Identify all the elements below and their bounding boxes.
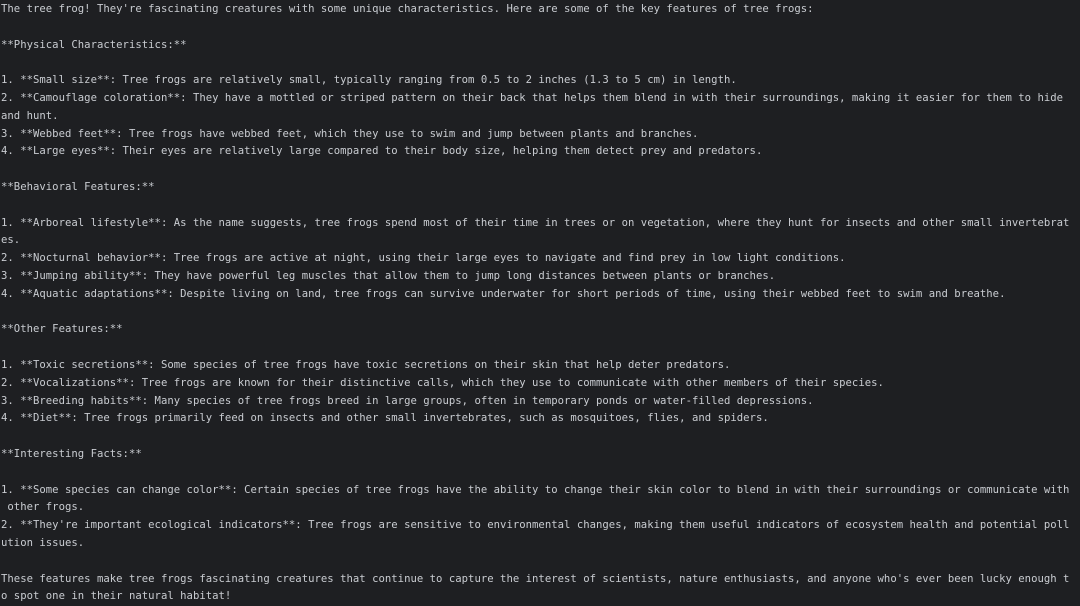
list-item: 2. **Vocalizations**: Tree frogs are known for their distinctive calls, which they use to communicate with other members of their species. [1,376,884,389]
blank-line [1,197,1080,215]
conclusion-line: These features make tree frogs fascinating creatures that continue to capture the interest of scientists, nature enthusiasts, and anyone who's ever been lucky enough t [1,572,1070,585]
list-item-wrap: es. [1,234,21,247]
list-item: 1. **Toxic secretions**: Some species of tree frogs have toxic secretions on their skin that help deter predators. [1,358,731,371]
list-item: 1. **Arboreal lifestyle**: As the name suggests, tree frogs spend most of their time in trees or on vegetation, where they hunt for insects and other small invertebrat [1,216,1070,229]
list-item: 3. **Jumping ability**: They have powerful leg muscles that allow them to jump long distances between plants or branches. [1,269,776,282]
list-item: 3. **Webbed feet**: Tree frogs have webbed feet, which they use to swim and jump between plants and branches. [1,127,699,140]
blank-line [1,304,1080,322]
list-item-wrap: other frogs. [1,501,85,514]
blank-line [1,553,1080,571]
list-item: 4. **Large eyes**: Their eyes are relatively large compared to their body size, helping them detect prey and predators. [1,145,763,158]
blank-line [1,339,1080,357]
physical-heading: **Physical Characteristics:** [1,38,187,51]
blank-line [1,464,1080,482]
blank-line [1,428,1080,446]
list-item: 1. **Some species can change color**: Certain species of tree frogs have the ability to change their skin color to blend in with their surroundings or communicate with [1,483,1070,496]
behavioral-heading: **Behavioral Features:** [1,180,155,193]
blank-line [1,54,1080,72]
list-item: 2. **Camouflage coloration**: They have a mottled or striped pattern on their back that helps them blend in with their surroundings, making it easier for them to hide [1,91,1064,104]
blank-line [1,161,1080,179]
list-item-wrap: ution issues. [1,536,85,549]
list-item: 1. **Small size**: Tree frogs are relatively small, typically ranging from 0.5 to 2 inches (1.3 to 5 cm) in length. [1,74,737,87]
conclusion-line-wrap: o spot one in their natural habitat! [1,590,232,603]
list-item: 2. **They're important ecological indicators**: Tree frogs are sensitive to environmental changes, making them useful indicators of ecosystem health and potential poll [1,519,1070,532]
list-item: 3. **Breeding habits**: Many species of tree frogs breed in large groups, often in temporary ponds or water-filled depressions. [1,394,814,407]
list-item-wrap: and hunt. [1,109,59,122]
facts-heading: **Interesting Facts:** [1,447,142,460]
blank-line [1,19,1080,37]
list-item: 4. **Aquatic adaptations**: Despite living on land, tree frogs can survive underwater for short periods of time, using their webbed feet to swim and breathe. [1,287,1006,300]
list-item: 2. **Nocturnal behavior**: Tree frogs are active at night, using their large eyes to navigate and find prey in low light conditions. [1,252,846,265]
intro-line: The tree frog! They're fascinating creatures with some unique characteristics. Here are some of the key features of tree frogs: [1,3,814,15]
other-heading: **Other Features:** [1,323,123,336]
list-item: 4. **Diet**: Tree frogs primarily feed on insects and other small invertebrates, such as mosquitoes, flies, and spiders. [1,412,769,425]
